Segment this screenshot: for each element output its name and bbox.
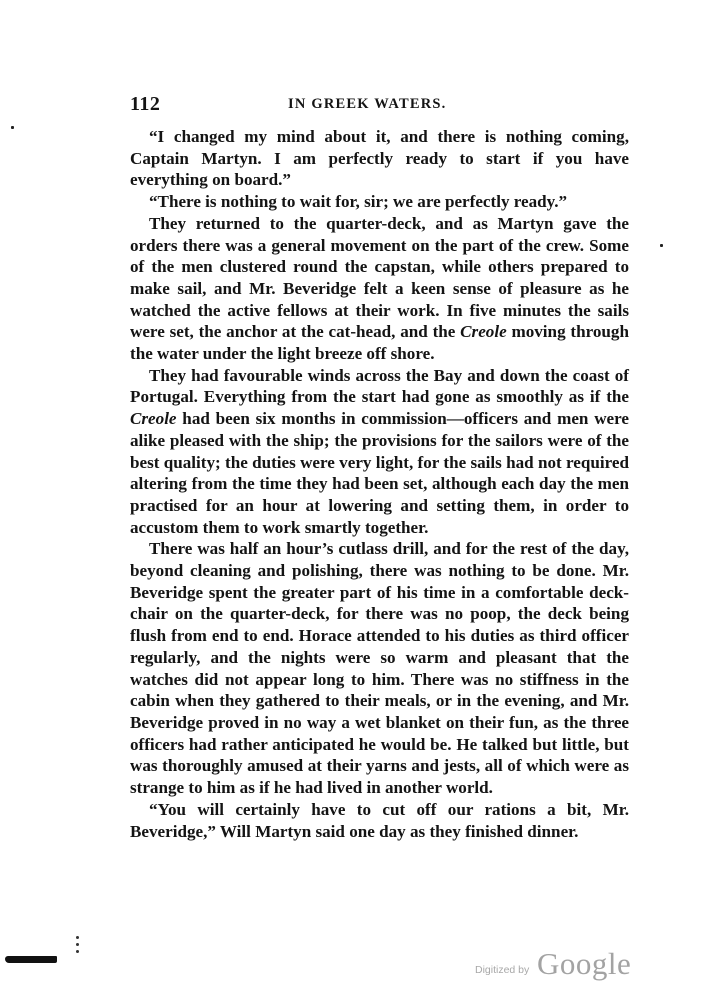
watermark-prefix: Digitized by [475,964,530,976]
google-logo: Google [537,946,632,981]
scan-dots [76,936,80,962]
paragraph-1: “I changed my mind about it, and there is nothing coming, Captain Martyn. I am perfectly ready to start if you have everything on board.” [130,127,629,190]
running-title: IN GREEK WATERS. [288,96,447,112]
scan-speck [660,244,663,247]
scan-blot [5,956,57,963]
ship-name: Creole [460,322,507,342]
paragraph-2: “There is nothing to wait for, sir; we are perfectly ready.” [149,192,568,212]
google-watermark [475,948,655,984]
ship-name: Creole [130,409,177,429]
paragraph-3: They returned to the quarter-deck, and as Martyn gave the orders there was a general movement on the part of the crew. Some of the men clustered round the capstan, while others prepared to make sail, and Mr. Beveridge felt a keen sense of pleasure as he watched the active fellows at their work. In five minutes the sails were set, the anchor at the cat-head, and the Creole moving through the water under the light breeze off shore. [130,213,629,364]
paragraph-4: They had favourable winds across the Bay and down the coast of Portugal. Everything from the start had gone as smoothly as if the Creole had been six months in commission—officers and men were alike pleased with the ship; the provisions for the sailors were of the best quality; the duties were very light, for the sails had not required altering from the time they had been set, although each day the men practised for an hour at lowering and setting them, in order to accustom them to work smartly together. [130,365,629,537]
paragraph-6: “You will certainly have to cut off our rations a bit, Mr. Beveridge,” Will Martyn said one day as they finished dinner. [130,799,629,841]
page-number: 112 [130,93,161,115]
scan-speck [11,126,14,129]
running-head [130,93,630,117]
body-text [130,126,629,842]
paragraph-5: There was half an hour’s cutlass drill, and for the rest of the day, beyond cleaning and polishing, there was nothing to be done. Mr. Beveridge spent the greater part of his time in a comfortable deck-chair on the quarter-deck, for there was no poop, the deck being flush from end to end. Horace attended to his duties as third officer regularly, and the nights were so warm and pleasant that the watches did not appear long to him. There was no stiffness in the cabin when they gathered to their meals, or in the evening, and Mr. Beveridge proved in no way a wet blanket on their fun, as the three officers had rather anticipated he would be. He talked but little, but was thoroughly amused at their yarns and jests, all of which were as strange to him as if he had lived in another world. [130,539,629,798]
